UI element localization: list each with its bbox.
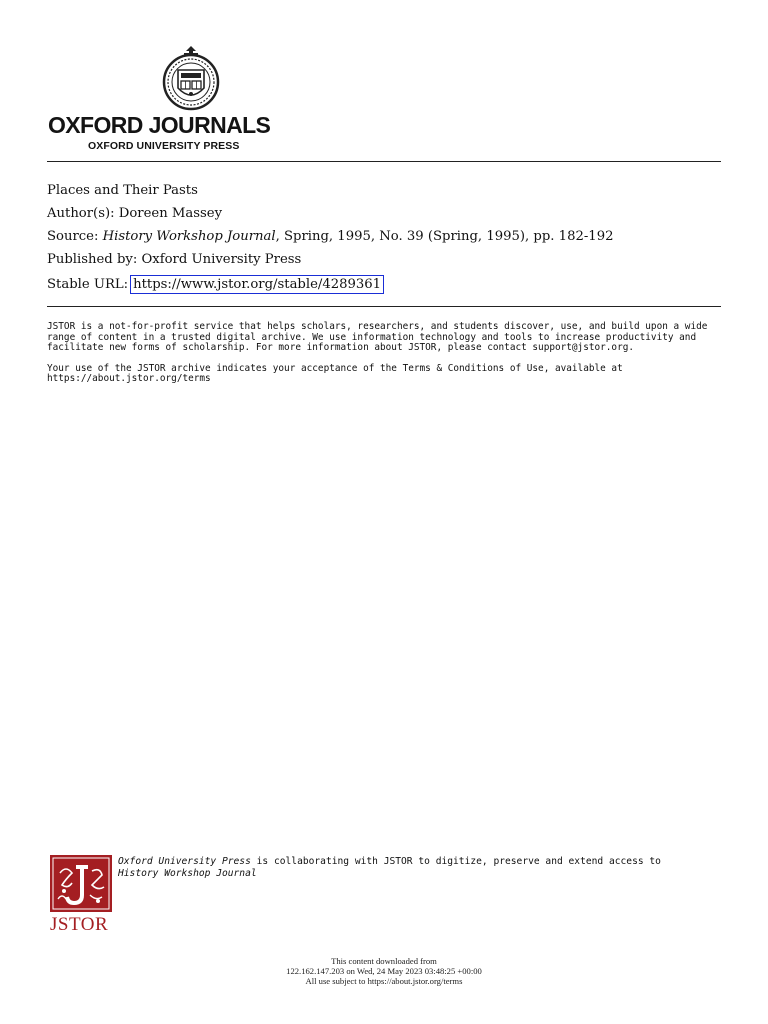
- notice-paragraph-about: JSTOR is a not-for-profit service that helps scholars, researchers, and students discover, use, and build upon a wide range of content in a trusted digital archive. We use information technology and tools to increase productivity and facilitate new forms of scholarship. For more information about JSTOR, please contact support@jstor.org.: [47, 321, 708, 353]
- footer-line-terms: All use subject to https://about.jstor.org/terms: [305, 975, 463, 986]
- middle-divider: [47, 306, 721, 307]
- jstor-notice: [47, 322, 727, 395]
- collab-sentence: is collaborating with JSTOR to digitize, preserve and extend access to: [250, 856, 661, 867]
- collaboration-line: [118, 856, 718, 868]
- top-divider: [47, 161, 721, 162]
- source-label: Source:: [47, 229, 99, 244]
- publisher-name: Oxford University Press: [141, 252, 302, 267]
- collaboration-statement: [118, 856, 718, 879]
- publisher-line: [47, 248, 721, 271]
- notice-paragraph-terms: Your use of the JSTOR archive indicates your acceptance of the Terms & Conditions of Use, available at https://about.jstor.org/terms: [47, 362, 623, 384]
- stable-url-link[interactable]: https://www.jstor.org/stable/4289361: [130, 275, 384, 294]
- download-footer: [0, 957, 768, 986]
- jstor-emblem-icon: [50, 855, 112, 912]
- author-line: [47, 202, 721, 225]
- jstor-logo: [50, 855, 114, 935]
- stable-url-line: [47, 273, 721, 296]
- collab-publisher: Oxford University Press: [118, 856, 251, 867]
- author-name: Doreen Massey: [118, 206, 223, 221]
- oxford-journals-wordmark: OXFORD JOURNALS: [48, 112, 271, 138]
- footer-line-ip-date: 122.162.147.203 on Wed, 24 May 2023 03:48:25 +00:00: [286, 965, 482, 976]
- source-line: [47, 225, 721, 248]
- oxford-university-press-subtitle: OXFORD UNIVERSITY PRESS: [88, 140, 240, 152]
- source-details: , Spring, 1995, No. 39 (Spring, 1995), pp. 182-192: [275, 229, 614, 244]
- citation-block: [47, 179, 721, 296]
- source-journal: History Workshop Journal: [102, 229, 276, 244]
- jstor-logo-text: JSTOR: [50, 914, 109, 935]
- collab-journal: History Workshop Journal: [118, 867, 257, 879]
- publisher-label: Published by:: [47, 252, 138, 267]
- author-label: Author(s):: [47, 206, 115, 221]
- oxford-seal-logo: [160, 42, 222, 112]
- stable-url-label: Stable URL:: [47, 277, 129, 292]
- footer-line-downloaded: This content downloaded from: [331, 956, 437, 966]
- article-title: Places and Their Pasts: [47, 183, 198, 198]
